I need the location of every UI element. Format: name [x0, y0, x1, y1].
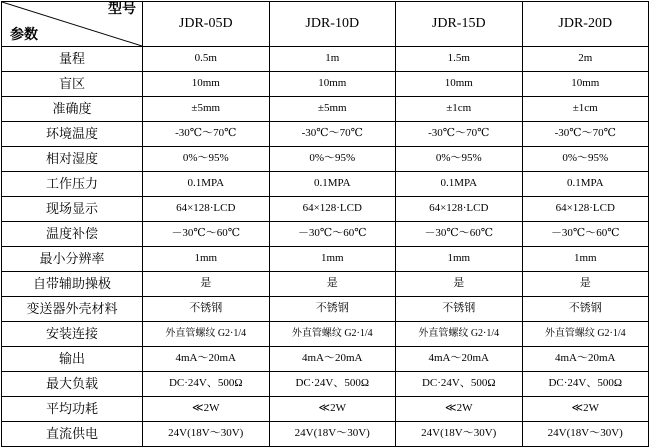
column-header-jdr-10d: JDR-10D — [269, 2, 396, 47]
row-label: 变送器外壳材料 — [2, 297, 143, 322]
table-cell: 10mm — [143, 72, 270, 97]
table-cell: DC·24V、500Ω — [269, 372, 396, 397]
table-cell: －30℃～60℃ — [522, 222, 649, 247]
table-row — [2, 197, 649, 222]
table-cell: 64×128·LCD — [522, 197, 649, 222]
table-cell: DC·24V、500Ω — [396, 372, 523, 397]
table-cell: 是 — [269, 272, 396, 297]
table-row — [2, 147, 649, 172]
table-cell: 是 — [522, 272, 649, 297]
table-cell: 4mA～20mA — [143, 347, 270, 372]
row-label: 直流供电 — [2, 422, 143, 447]
table-cell: －30℃～60℃ — [396, 222, 523, 247]
table-cell: 是 — [143, 272, 270, 297]
table-cell: 0.1MPA — [269, 172, 396, 197]
table-row — [2, 372, 649, 397]
table-row — [2, 322, 649, 347]
table-cell: 不锈钢 — [396, 297, 523, 322]
table-cell: ≪2W — [522, 397, 649, 422]
table-cell: -30℃～70℃ — [143, 122, 270, 147]
table-cell: 外直管螺纹 G2·1/4 — [269, 322, 396, 347]
table-cell: 不锈钢 — [522, 297, 649, 322]
table-cell: -30℃～70℃ — [522, 122, 649, 147]
header-corner-cell — [2, 2, 143, 47]
table-cell: 0%～95% — [269, 147, 396, 172]
table-cell: DC·24V、500Ω — [522, 372, 649, 397]
table-cell: -30℃～70℃ — [269, 122, 396, 147]
table-row — [2, 47, 649, 72]
table-cell: 24V(18V～30V) — [396, 422, 523, 447]
parameter-header-label: 参数 — [10, 28, 38, 44]
table-cell: 10mm — [522, 72, 649, 97]
table-cell: ±1cm — [522, 97, 649, 122]
table-row — [2, 397, 649, 422]
table-cell: 4mA～20mA — [269, 347, 396, 372]
row-label: 自带辅助操极 — [2, 272, 143, 297]
table-cell: 4mA～20mA — [522, 347, 649, 372]
specification-table — [1, 1, 649, 447]
row-label: 相对湿度 — [2, 147, 143, 172]
row-label: 工作压力 — [2, 172, 143, 197]
column-header-jdr-05d: JDR-05D — [143, 2, 270, 47]
table-cell: DC·24V、500Ω — [143, 372, 270, 397]
row-label: 量程 — [2, 47, 143, 72]
row-label: 平均功耗 — [2, 397, 143, 422]
table-cell: ±5mm — [143, 97, 270, 122]
table-cell: ≪2W — [143, 397, 270, 422]
table-row — [2, 422, 649, 447]
table-row — [2, 122, 649, 147]
table-cell: 0.1MPA — [522, 172, 649, 197]
table-cell: 64×128·LCD — [269, 197, 396, 222]
row-label: 温度补偿 — [2, 222, 143, 247]
table-cell: 1m — [269, 47, 396, 72]
table-cell: 10mm — [269, 72, 396, 97]
table-row — [2, 247, 649, 272]
table-cell: －30℃～60℃ — [143, 222, 270, 247]
column-header-jdr-20d: JDR-20D — [522, 2, 649, 47]
table-cell: 1mm — [396, 247, 523, 272]
table-cell: 4mA～20mA — [396, 347, 523, 372]
table-cell: 0.1MPA — [396, 172, 523, 197]
row-label: 准确度 — [2, 97, 143, 122]
row-label: 最小分辨率 — [2, 247, 143, 272]
table-cell: 0%～95% — [396, 147, 523, 172]
table-cell: 外直管螺纹 G2·1/4 — [143, 322, 270, 347]
table-cell: －30℃～60℃ — [269, 222, 396, 247]
table-row — [2, 172, 649, 197]
table-cell: 2m — [522, 47, 649, 72]
column-header-jdr-15d: JDR-15D — [396, 2, 523, 47]
table-cell: 0.1MPA — [143, 172, 270, 197]
table-cell: ≪2W — [269, 397, 396, 422]
table-cell: 外直管螺纹 G2·1/4 — [522, 322, 649, 347]
table-cell: 24V(18V～30V) — [269, 422, 396, 447]
table-header-row — [2, 2, 649, 47]
table-row — [2, 347, 649, 372]
table-row — [2, 97, 649, 122]
table-cell: ±5mm — [269, 97, 396, 122]
table-cell: 1mm — [522, 247, 649, 272]
row-label: 输出 — [2, 347, 143, 372]
row-label: 环境温度 — [2, 122, 143, 147]
table-cell: 0%～95% — [522, 147, 649, 172]
row-label: 安装连接 — [2, 322, 143, 347]
table-cell: -30℃～70℃ — [396, 122, 523, 147]
table-cell: 是 — [396, 272, 523, 297]
table-cell: 0.5m — [143, 47, 270, 72]
table-cell: ±1cm — [396, 97, 523, 122]
table-row — [2, 222, 649, 247]
table-cell: 24V(18V～30V) — [522, 422, 649, 447]
table-cell: 1.5m — [396, 47, 523, 72]
table-cell: 1mm — [269, 247, 396, 272]
table-row — [2, 72, 649, 97]
table-cell: 0%～95% — [143, 147, 270, 172]
table-cell: 10mm — [396, 72, 523, 97]
table-cell: 64×128·LCD — [396, 197, 523, 222]
model-header-label: 型号 — [108, 2, 136, 17]
table-cell: 不锈钢 — [269, 297, 396, 322]
table-cell: 外直管螺纹 G2·1/4 — [396, 322, 523, 347]
table-cell: ≪2W — [396, 397, 523, 422]
table-cell: 64×128·LCD — [143, 197, 270, 222]
table-row — [2, 272, 649, 297]
row-label: 最大负载 — [2, 372, 143, 397]
table-cell: 不锈钢 — [143, 297, 270, 322]
table-cell: 1mm — [143, 247, 270, 272]
table-row — [2, 297, 649, 322]
table-cell: 24V(18V～30V) — [143, 422, 270, 447]
row-label: 盲区 — [2, 72, 143, 97]
row-label: 现场显示 — [2, 197, 143, 222]
